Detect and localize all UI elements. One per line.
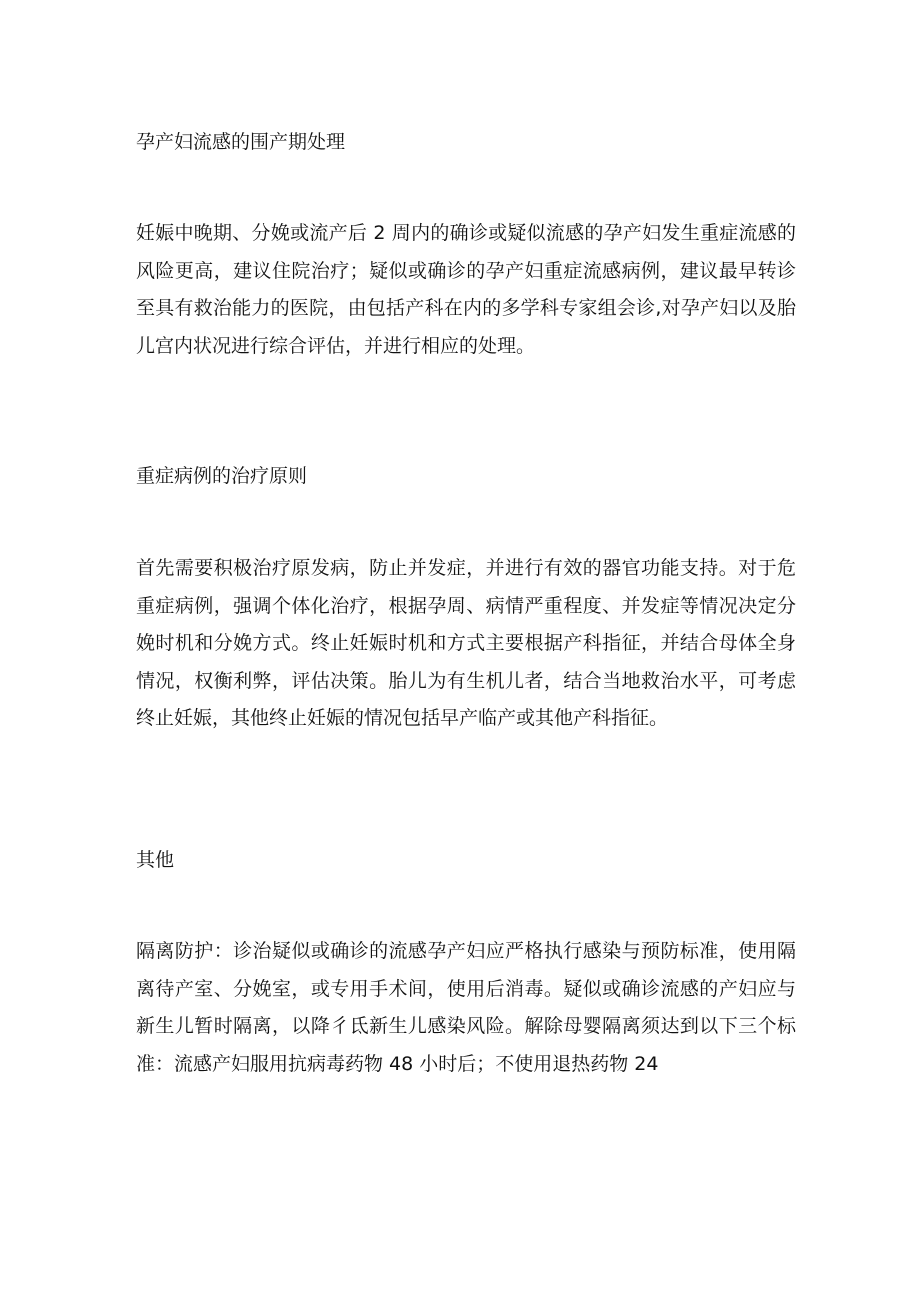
section-heading-other: 其他 [136,849,175,871]
section-heading-severe-case-principles: 重症病例的治疗原则 [136,465,308,487]
section-paragraph-other: 隔离防护：诊治疑似或确诊的流感孕产妇应严格执行感染与预防标准，使用隔离待产室、分娩室，或专用手术间，使用后消毒。疑似或确诊流感的产妇应与新生儿暂时隔离，以降彳氐新生儿感染风险。解除母婴隔离须达到以下三个标准：流感产妇服用抗病毒药物 48 小时后；不使用退热药物 24 [136,940,796,1075]
section-heading-perinatal-management: 孕产妇流感的围产期处理 [136,131,346,153]
section-paragraph-severe-case-principles: 首先需要积极治疗原发病，防止并发症，并进行有效的器官功能支持。对于危重症病例，强调个体化治疗，根据孕周、病情严重程度、并发症等情况决定分娩时机和分娩方式。终止妊娠时机和方式主要根据产科指征，并结合母体全身情况，权衡利弊，评估决策。胎儿为有生机儿者，结合当地救治水平，可考虑终止妊娠，其他终止妊娠的情况包括早产临产或其他产科指征。 [136,557,796,729]
section-paragraph-perinatal-management: 妊娠中晚期、分娩或流产后 2 周内的确诊或疑似流感的孕产妇发生重症流感的风险更高，建议住院治疗；疑似或确诊的孕产妇重症流感病例，建议最早转诊至具有救治能力的医院，由包括产科在内的多学科专家组会诊,对孕产妇以及胎儿宫内状况进行综合评估，并进行相应的处理。 [136,222,796,357]
